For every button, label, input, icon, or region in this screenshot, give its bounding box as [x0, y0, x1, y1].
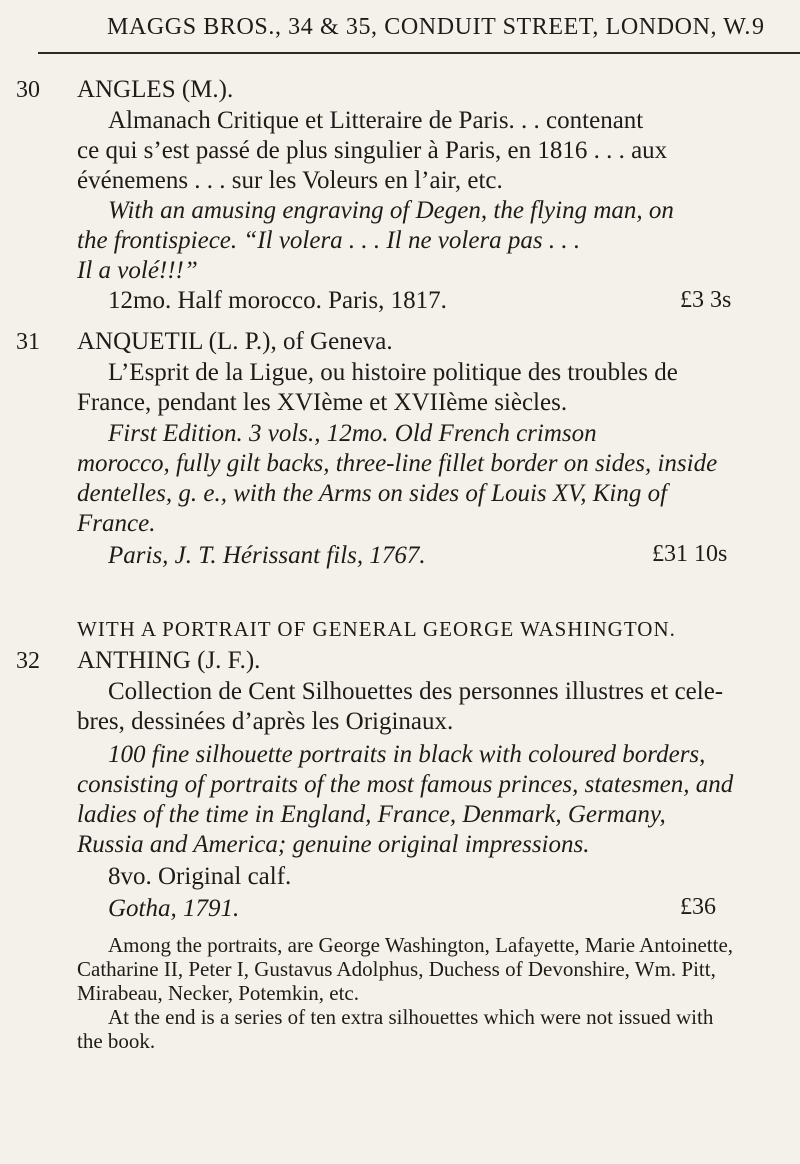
entry-line: 12mo. Half morocco. Paris, 1817. — [108, 287, 447, 314]
entry-line: Gotha, 1791. — [108, 895, 240, 922]
portrait-note-heading: WITH A PORTRAIT OF GENERAL GEORGE WASHINGTON. — [77, 617, 676, 641]
entry-line: France. — [77, 510, 156, 537]
header-rule — [38, 52, 800, 54]
entry-line: With an amusing engraving of Degen, the flying man, on — [108, 197, 674, 224]
entry-note-line: Mirabeau, Necker, Potemkin, etc. — [77, 981, 359, 1005]
entry-heading: ANGLES (M.). — [77, 76, 234, 103]
entry-line: First Edition. 3 vols., 12mo. Old French crimson — [108, 420, 597, 447]
entry-line: 100 fine silhouette portraits in black with coloured borders, — [108, 741, 706, 768]
catalogue-header: MAGGS BROS., 34 & 35, CONDUIT STREET, LONDON, W. — [107, 14, 751, 40]
entry-line: consisting of portraits of the most famous princes, statesmen, and — [77, 771, 734, 798]
entry-line: événemens . . . sur les Voleurs en l’air, etc. — [77, 167, 503, 194]
page-number: 9 — [752, 14, 764, 40]
entry-line: the frontispiece. “Il volera . . . Il ne volera pas . . . — [77, 227, 581, 254]
entry-line: Almanach Critique et Litteraire de Paris. . . contenant — [108, 107, 644, 134]
entry-line: bres, dessinées d’après les Originaux. — [77, 708, 454, 735]
entry-price: £31 10s — [652, 541, 728, 567]
entry-note-line: Among the portraits, are George Washington, Lafayette, Marie Antoinette, — [108, 933, 734, 957]
entry-note-line: Catharine II, Peter I, Gustavus Adolphus, Duchess of Devonshire, Wm. Pitt, — [77, 957, 716, 981]
entry-number: 30 — [16, 77, 40, 103]
entry-line: Russia and America; genuine original impressions. — [77, 831, 590, 858]
page-header — [0, 14, 800, 54]
entry-heading: ANTHING (J. F.). — [77, 647, 261, 674]
entry-line: ladies of the time in England, France, Denmark, Germany, — [77, 801, 666, 828]
entry-line: Il a volé!!!” — [77, 257, 198, 284]
entry-line: France, pendant les XVIème et XVIIème siècles. — [77, 389, 568, 416]
entry-price: £3 3s — [680, 287, 732, 313]
entry-number: 32 — [16, 648, 40, 674]
entry-line: Collection de Cent Silhouettes des personnes illustres et cele- — [108, 678, 724, 705]
entry-note-line: At the end is a series of ten extra silhouettes which were not issued with — [108, 1005, 714, 1029]
entry-line: morocco, fully gilt backs, three-line fillet border on sides, inside — [77, 450, 718, 477]
entry-line: L’Esprit de la Ligue, ou histoire politique des troubles de — [108, 359, 678, 386]
entry-heading: ANQUETIL (L. P.), of Geneva. — [77, 328, 393, 355]
entry-line: Paris, J. T. Hérissant fils, 1767. — [108, 542, 426, 569]
entry-price: £36 — [680, 894, 716, 920]
entry-line: ce qui s’est passé de plus singulier à Paris, en 1816 . . . aux — [77, 137, 668, 164]
entry-number: 31 — [16, 329, 40, 355]
entry-line: 8vo. Original calf. — [108, 863, 292, 890]
entry-line: dentelles, g. e., with the Arms on sides of Louis XV, King of — [77, 480, 668, 507]
entry-note-line: the book. — [77, 1029, 156, 1053]
